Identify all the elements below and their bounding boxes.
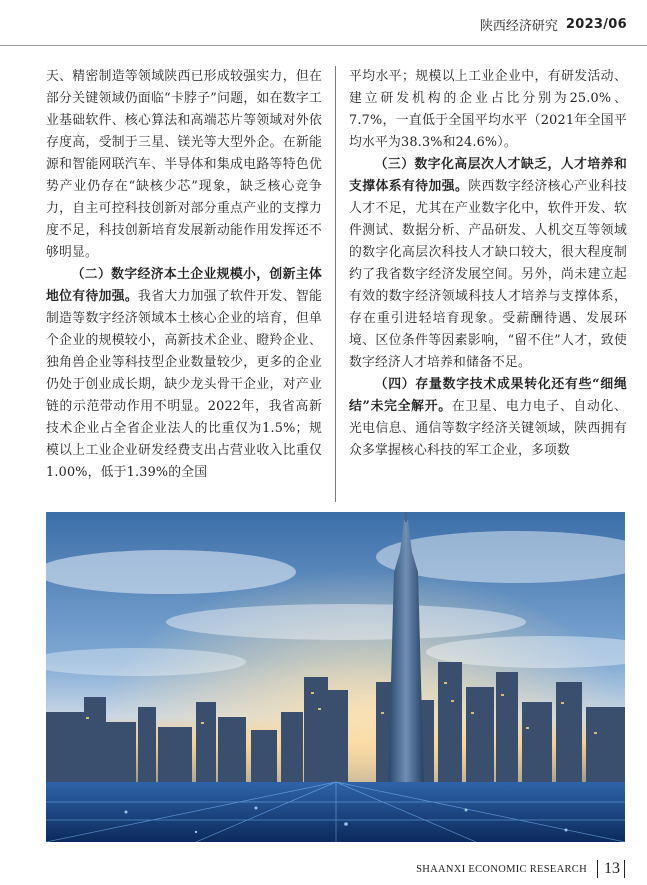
footer-bar-right — [624, 860, 625, 878]
left-text-column — [46, 66, 322, 502]
footer-journal-name: SHAANXI ECONOMIC RESEARCH — [416, 863, 587, 875]
city-skyline-photo — [46, 512, 625, 842]
footer-bar-left — [597, 860, 598, 878]
right-paragraph-continued: 平均水平；规模以上工业企业中，有研发活动、建立研发机构的企业占比分别为25.0%、7.7%，一直低于全国平均水平（2021年全国平均水平为38.3%和24.6%）。 — [349, 69, 627, 150]
right-text-column — [349, 66, 627, 502]
right-section-paragraph-4 — [349, 374, 627, 462]
running-header — [480, 14, 627, 34]
header-journal-title: 陕西经济研究 — [479, 18, 558, 34]
left-section-paragraph — [46, 264, 322, 484]
right-section-paragraph-3 — [349, 154, 627, 374]
header-divider — [0, 45, 647, 46]
left-paragraph-continued: 天、精密制造等领域陕西已形成较强实力，但在部分关键领域仍面临“卡脖子”问题，如在数字工业基础软件、核心算法和高端芯片等领域对外依存度高，受制于三星、镁光等大型外企。在新能源和智能网联汽车、半导体和集成电路等特色优势产业仍存在“缺核少芯”现象，缺乏核心竞争力，自主可控科技创新对部分重点产业的支撑力度不足，科技创新培育发展新动能作用发挥还不够明显。 — [46, 69, 322, 260]
section-body-2: 我省大力加强了软件开发、智能制造等数字经济领域本土核心企业的培育，但单个企业的规模较小，高新技术企业、瞪羚企业、独角兽企业等科技型企业数量较少，更多的企业仍处于创业成长期，缺少龙头骨干企业，对产业链的示范带动作用不明显。2022年，我省高新技术企业占全省企业法人的比重仅为1.5%；规模以上工业企业研发经费支出占营业收入比重仅1.00%，低于1.39%的全国 — [46, 289, 322, 480]
column-divider — [335, 66, 336, 502]
section-body-4: 在卫星、电力电子、自动化、光电信息、通信等数字经济关键领域，陕西拥有众多掌握核心科技的军工企业，多项数 — [349, 399, 627, 458]
section-heading-3: （三）数字化高层次人才缺乏，人才培养和支撑体系有待加强。 — [349, 157, 627, 194]
page-number: 13 — [604, 860, 620, 877]
running-footer — [416, 858, 625, 880]
section-heading-2: （二）数字经济本土企业规模小，创新主体地位有待加强。 — [46, 267, 322, 304]
header-issue: 2023/06 — [565, 16, 627, 32]
section-heading-4: （四）存量数字技术成果转化还有些“细绳结”未完全解开。 — [349, 377, 627, 414]
section-body-3: 陕西数字经济核心产业科技人才不足，尤其在产业数字化中，软件开发、软件测试、数据分析、产品研发、人机交互等领域的数字化高层次科技人才缺口较大，很大程度制约了我省数字经济发展空间。另外，尚未建立起有效的数字经济领域科技人才培养与支撑体系，存在重引进轻培育现象。受薪酬待遇、发展环境、区位条件等因素影响，“留不住”人才，致使数字经济人才培养和储备不足。 — [349, 179, 627, 370]
